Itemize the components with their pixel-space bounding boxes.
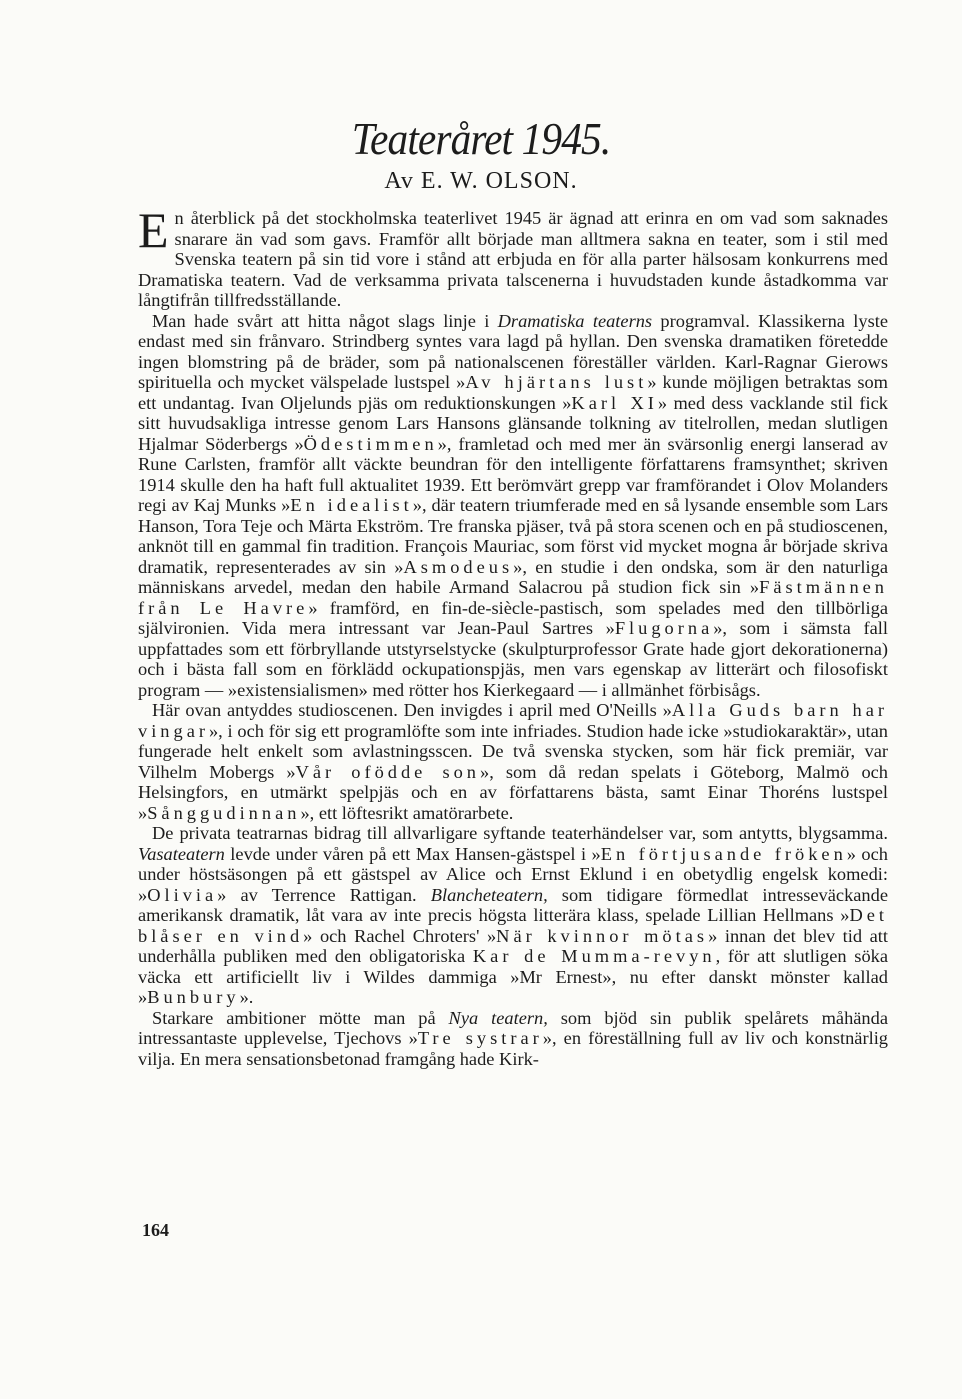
paragraph-4: De privata teatrarnas bidrag till allvarligare syftande teaterhändelser var, som antytts, blygsamma. Vasateatern levde under våren på ett Max Hansen-gästspel i »En förtjusande fröken» och under höstsäsongen på ett gästspel av Alice och Ernst Eklund i en obetydlig engelsk komedi: »Olivia» av Terrence Rattigan. Blancheteatern, som tidigare förmedlat intresseväckande amerikansk dramatik, låt vara av inte precis högsta litterära klass, spelade Lillian Hellmans »Det blåser en vind» och Rachel Chroters' »När kvinnor mötas» innan det blev tid att underhålla publiken med den obligatoriska Kar de Mumma-revyn, för att slutligen söka väcka ett artificiellt liv i Wildes dammiga »Mr Ernest», nu efter danskt mönster kallad »Bunbury». [138,823,888,1007]
paragraph-5: Starkare ambitioner mötte man på Nya teatern, som bjöd sin publik spelårets måhända intressantaste upplevelse, Tjechovs »Tre systrar», en föreställning full av liv och konstnärlig vilja. En mera sensationsbetonad framgång hade Kirk- [138,1007,888,1069]
article-body [138,202,889,1069]
drop-cap: E [138,202,169,258]
paragraph-2: Man hade svårt att hitta något slags linje i Dramatiska teaterns programval. Klassikerna lyste endast med sin frånvaro. Strindberg syntes vara lagd på hyllan. Den svenska dramatiken företedde ingen blomstring på de bräder, som på nationalscenen föreställer världen. Karl-Ragnar Gierows spirituella och mycket välspelade lustspel »Av hjärtans lust» kunde möjligen betraktas som ett undantag. Ivan Oljelunds pjäs om reduktionskungen »Karl XI» med dess vacklande stil fick sitt huvudsakliga intresse genom Lars Hansons glänsande tolkning av titelrollen, medan slutligen Hjalmar Söderbergs »Ödestimmen», framletad och med mer än svärsonlig energi lanserad av Rune Carlsten, framför allt väckte beundran för den intelligente författarens framsynthet; skriven 1914 skulle den ha haft full aktualitet 1939. Ett berömvärt grepp var framförandet i Olov Molanders regi av Kaj Munks »En idealist», där teatern triumferade med en så lysande ensemble som Lars Hanson, Tora Teje och Märta Ekström. Tre franska pjäser, två på stora scenen och en på studioscenen, anknöt till en gammal fin tradition. François Mauriac, som först vid mycket mogna år började skriva dramatik, representerades av sin »Asmodeus», en studie i den ondska, som är den naturliga människans arvedel, medan den habile Armand Salacrou på studion fick sin »Fästmännen från Le Havre» framförd, en fin-de-siècle-pastisch, som spelades med den tillbörliga självironien. Vida mera intressant var Jean-Paul Sartres »Flugorna», som i sämsta fall uppfattades som ett förbryllande utstyrselstycke (skulpturprofessor Grate hade gjort dekorationerna) och i bästa fall som en förklädd ockupationspjäs, men vars egenskap av litterärt och filosofiskt program — »existensialismen» med rötter hos Kierkegaard — i allmänhet förbisågs. [138,310,889,700]
paragraph-3: Här ovan antyddes studioscenen. Den invigdes i april med O'Neills »Alla Guds barn har vingar», i och för sig ett programlöfte som inte infriades. Studion hade icke »studiokaraktär», utan fungerade helt enkelt som avlastningsscen. De två svenska stycken, som här fick premiär, var Vilhelm Mobergs »Vår ofödde son», som då redan spelats i Göteborg, Malmö och Helsingfors, en utmärkt spelpjäs och en av författarens bästa, samt Einar Thoréns lustspel »Sånggudinnan», ett löftesrikt amatörarbete. [138,700,888,823]
article-title: Teateråret 1945. [351,113,611,164]
paragraph-1: En återblick på det stockholmska teaterlivet 1945 är ägnad att erinra en om vad som saknades snarare än vad som gavs. Framför allt började man alltmera sakna en teater, som i stil med Svenska teatern på sin tid vore i stånd att erbjuda en för alla parter hälsosam konkurrens med Dramatiska teatern. Vad de verksamma privata talscenerna i huvudstaden kunde åstadkomma var långtifrån tillfredsställande. [138,202,888,310]
page-number: 164 [142,1220,169,1240]
article-author: Av E. W. OLSON. [384,168,578,194]
